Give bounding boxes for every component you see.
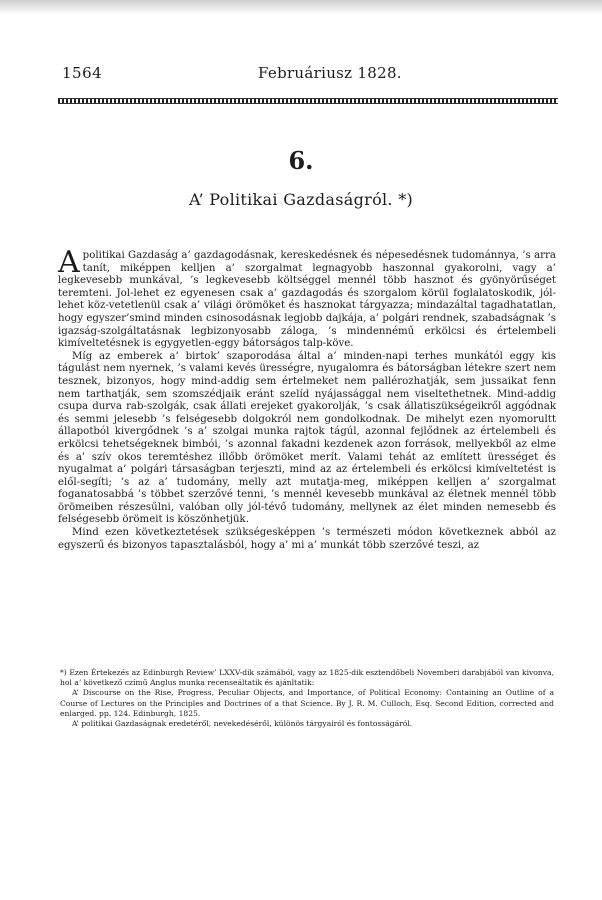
paragraph-text: politikai Gazdaság a’ gazdagodásnak, kereskedésnek és népesedésnek tudománnya, ’s arra tanít, miképpen kelljen a’ szorgalmat legnagyobb haszonnal gyakorolni, vagy a’ legkevesebb munkával, ’s legkevesebb költséggel mennél több hasznot és gyönyörűséget teremteni. Jol-lehet ez egyenesen csak a’ gazdagodás és szorgalom körül foglalatoskodik, jól-lehet köz-vetetlenül csak a’ világi örömöket és hasznokat tárgyazza; mindazáltal tagadhatatlan, hogy egyszer’smind minden csinosodásnak legjobb dajkája, a’ polgári rendnek, szabadságnak ’s igazság-szolgáltatásnak legbizonyosabb záloga, ’s mindennémű erkölcsi és értelembeli kimíveltetésnek is egygyetlen-eggy bátorságos talp-köve. xyxy=(58,250,556,350)
body-paragraph: Mind ezen következtetések szükségesképpen ’s természeti módon következnek abból az egyszerű és bizonyos tapasztalásból, hogy a’ mi a’ munkát több szerzővé teszi, az xyxy=(58,527,556,551)
footnotes xyxy=(60,668,554,729)
footnote: *) Ezen Értekezés az Edinburgh Review’ LXXV-dik számából, vagy az 1825-dik esztendőbeli Novemberi darabjából van kivonva, hol a’ következő czímű Anglus munka recenseáltatik és ajánltatik: xyxy=(60,668,554,688)
article-title: A’ Politikai Gazdaságról. *) xyxy=(188,190,414,209)
footnote: A’ politikai Gazdaságnak eredetéről, nevekedéséről, különös tárgyairól és fontosságáról. xyxy=(72,719,413,729)
article-body xyxy=(58,245,556,552)
section-number: 6. xyxy=(288,146,314,175)
body-paragraph: Míg az emberek a’ birtok’ szaporodása által a’ minden-napi terhes munkától eggy kis tágulást nem nyernek, ’s valami kevés ürességre, nyugalomra és bátorságban létekre szert nem tesznek, bizonyos, hogy mind-addig sem értelmeket nem pallérozhatják, sem jussaikat fenn nem tarthatják, sem szomszédjaik eránt szelíd nyájassággal nem viseltethetnek. Mind-addig csupa durva rab-szolgák, csak állati erejeket gyakorolják, ’s csak állatiszükségeikről aggódnak és semmi jelesebb ’s felségesebb dolgokról nem gondolkodnak. De mihelyt ezen nyomorultt állapotból kivergődnek ’s a’ szolgai munka rajtok tágúl, azonnal fejlődnek az értelembeli és erkölcsi tehetségeknek bimbói, ’s azonnal fakadni kezdenek azon források, mellyekből az elme és a’ szív okos teremtéshez illőbb örömöket merít. Valami tehát az említett ürességet és nyugalmat a’ polgári társaságban terjeszti, mind az az értelembeli és erkölcsi kimíveltetést is elől-segíti; ’s az a’ tudomány, melly azt mutatja-meg, miképpen kelljen a’ szorgalmat foganatosabbá ’s többet szerzővé tenni, ’s mennél kevesebb munkával az életnek mennél több örömeiben részesűlni, valóban olly jól-tévő tudomány, mellynek az élet minden nemesebb és felségesebb örömeit is köszönhetjük. xyxy=(58,350,556,526)
footnote: A’ Discourse on the Rise, Progress, Peculiar Objects, and Importance, of Political Economy: Containing an Outline of a Course of Lectures on the Principles and Doctrines of a that Science. By J. R. M. Culloch, Esq. Second Edition, corrected and enlarged. pp. 124. Edinburgh, 1825. xyxy=(60,688,554,718)
page-number: 1564 xyxy=(62,64,103,82)
drop-cap: A xyxy=(58,245,80,280)
ornamental-rule xyxy=(58,98,558,104)
running-header: Februáriusz 1828. xyxy=(258,64,402,82)
body-paragraph xyxy=(58,245,556,351)
